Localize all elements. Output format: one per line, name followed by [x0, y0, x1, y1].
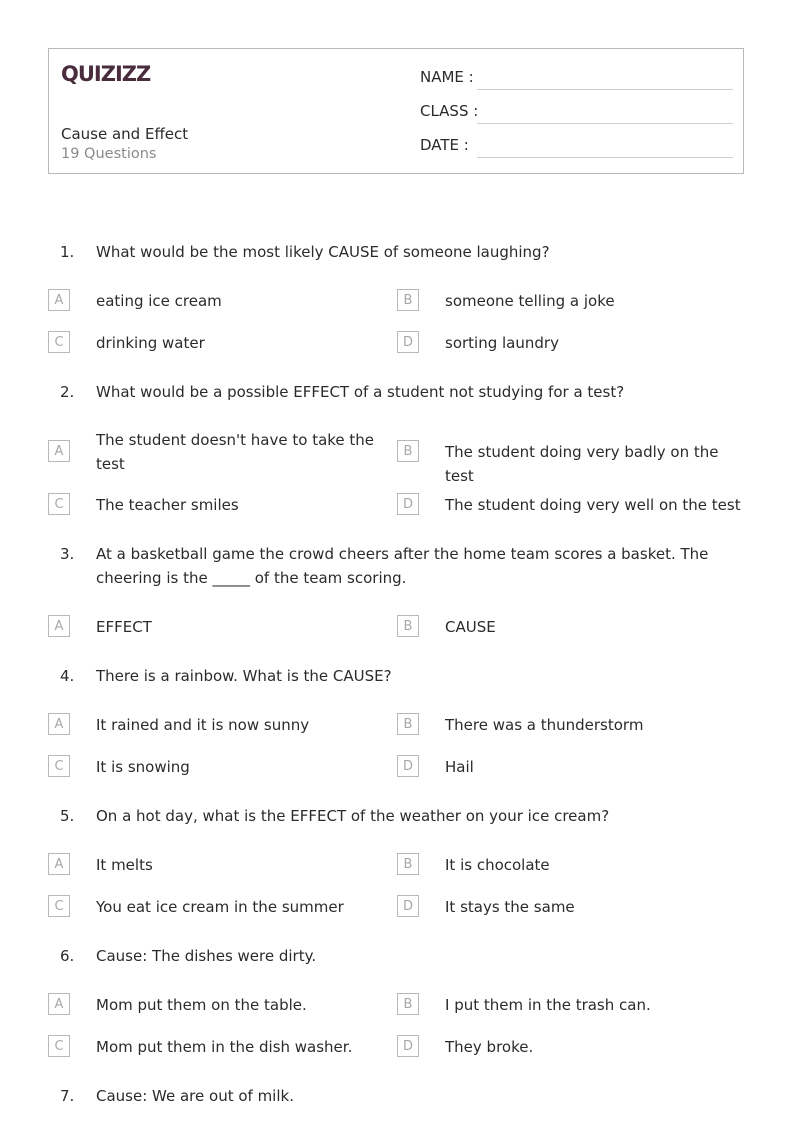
option-a-box[interactable]: A	[48, 615, 70, 637]
option-c-box[interactable]: C	[48, 331, 70, 353]
question-number: 6.	[60, 947, 75, 965]
option-c-box[interactable]: C	[48, 755, 70, 777]
option-a-text: It melts	[96, 856, 153, 874]
question-text: What would be the most likely CAUSE of someone laughing?	[96, 243, 550, 261]
question-number: 7.	[60, 1087, 75, 1105]
option-a-text: The student doesn't have to take the test	[96, 431, 375, 473]
option-a-box[interactable]: A	[48, 993, 70, 1015]
option-a-text: It rained and it is now sunny	[96, 716, 310, 734]
option-d-box[interactable]: D	[397, 755, 419, 777]
option-a-box[interactable]: A	[48, 289, 70, 311]
question-count: 19 Questions	[61, 146, 157, 162]
option-a-text: Mom put them on the table.	[96, 996, 307, 1014]
worksheet-header	[48, 48, 744, 174]
question-number: 4.	[60, 667, 75, 685]
option-b-text: It is chocolate	[445, 856, 550, 874]
option-c-text: The teacher smiles	[96, 496, 239, 514]
option-a-box[interactable]: A	[48, 853, 70, 875]
option-c-text: Mom put them in the dish washer.	[96, 1038, 353, 1056]
option-b-text: There was a thunderstorm	[445, 716, 644, 734]
question-number: 5.	[60, 807, 75, 825]
question-text: Cause: The dishes were dirty.	[96, 947, 317, 965]
option-a-text: EFFECT	[96, 618, 152, 636]
option-c-box[interactable]: C	[48, 895, 70, 917]
date-line[interactable]	[477, 157, 733, 158]
logo-text: QUIZIZZ	[61, 62, 151, 86]
option-b-box[interactable]: B	[397, 853, 419, 875]
option-d-box[interactable]: D	[397, 1035, 419, 1057]
option-d-box[interactable]: D	[397, 331, 419, 353]
option-c-box[interactable]: C	[48, 493, 70, 515]
option-b-text: The student doing very badly on the test	[445, 443, 719, 485]
option-d-text: They broke.	[445, 1038, 534, 1056]
name-label: NAME :	[420, 68, 474, 86]
class-line[interactable]	[477, 123, 733, 124]
question-text: What would be a possible EFFECT of a student not studying for a test?	[96, 383, 625, 401]
option-c-text: It is snowing	[96, 758, 190, 776]
question-text: At a basketball game the crowd cheers after the home team scores a basket. The cheering is the _____ of the team scoring.	[96, 545, 709, 587]
question-number: 1.	[60, 243, 75, 261]
option-b-box[interactable]: B	[397, 615, 419, 637]
option-a-text: eating ice cream	[96, 292, 222, 310]
question-text: On a hot day, what is the EFFECT of the weather on your ice cream?	[96, 807, 610, 825]
option-b-text: someone telling a joke	[445, 292, 615, 310]
name-line[interactable]	[477, 89, 733, 90]
option-d-text: Hail	[445, 758, 474, 776]
option-c-text: drinking water	[96, 334, 205, 352]
option-a-box[interactable]: A	[48, 713, 70, 735]
date-label: DATE :	[420, 136, 469, 154]
option-d-text: sorting laundry	[445, 334, 559, 352]
question-text: There is a rainbow. What is the CAUSE?	[96, 667, 392, 685]
option-c-box[interactable]: C	[48, 1035, 70, 1057]
option-b-box[interactable]: B	[397, 993, 419, 1015]
option-d-box[interactable]: D	[397, 895, 419, 917]
option-d-box[interactable]: D	[397, 493, 419, 515]
class-label: CLASS :	[420, 102, 479, 120]
question-text: Cause: We are out of milk.	[96, 1087, 294, 1105]
option-b-box[interactable]: B	[397, 713, 419, 735]
option-b-box[interactable]: B	[397, 289, 419, 311]
option-c-text: You eat ice cream in the summer	[96, 898, 344, 916]
question-number: 3.	[60, 545, 75, 563]
option-d-text: The student doing very well on the test	[445, 496, 741, 514]
question-number: 2.	[60, 383, 75, 401]
option-d-text: It stays the same	[445, 898, 575, 916]
quizizz-logo	[61, 59, 153, 87]
worksheet-title: Cause and Effect	[61, 125, 189, 143]
option-b-box[interactable]: B	[397, 440, 419, 462]
option-a-box[interactable]: A	[48, 440, 70, 462]
option-b-text: I put them in the trash can.	[445, 996, 651, 1014]
option-b-text: CAUSE	[445, 618, 496, 636]
